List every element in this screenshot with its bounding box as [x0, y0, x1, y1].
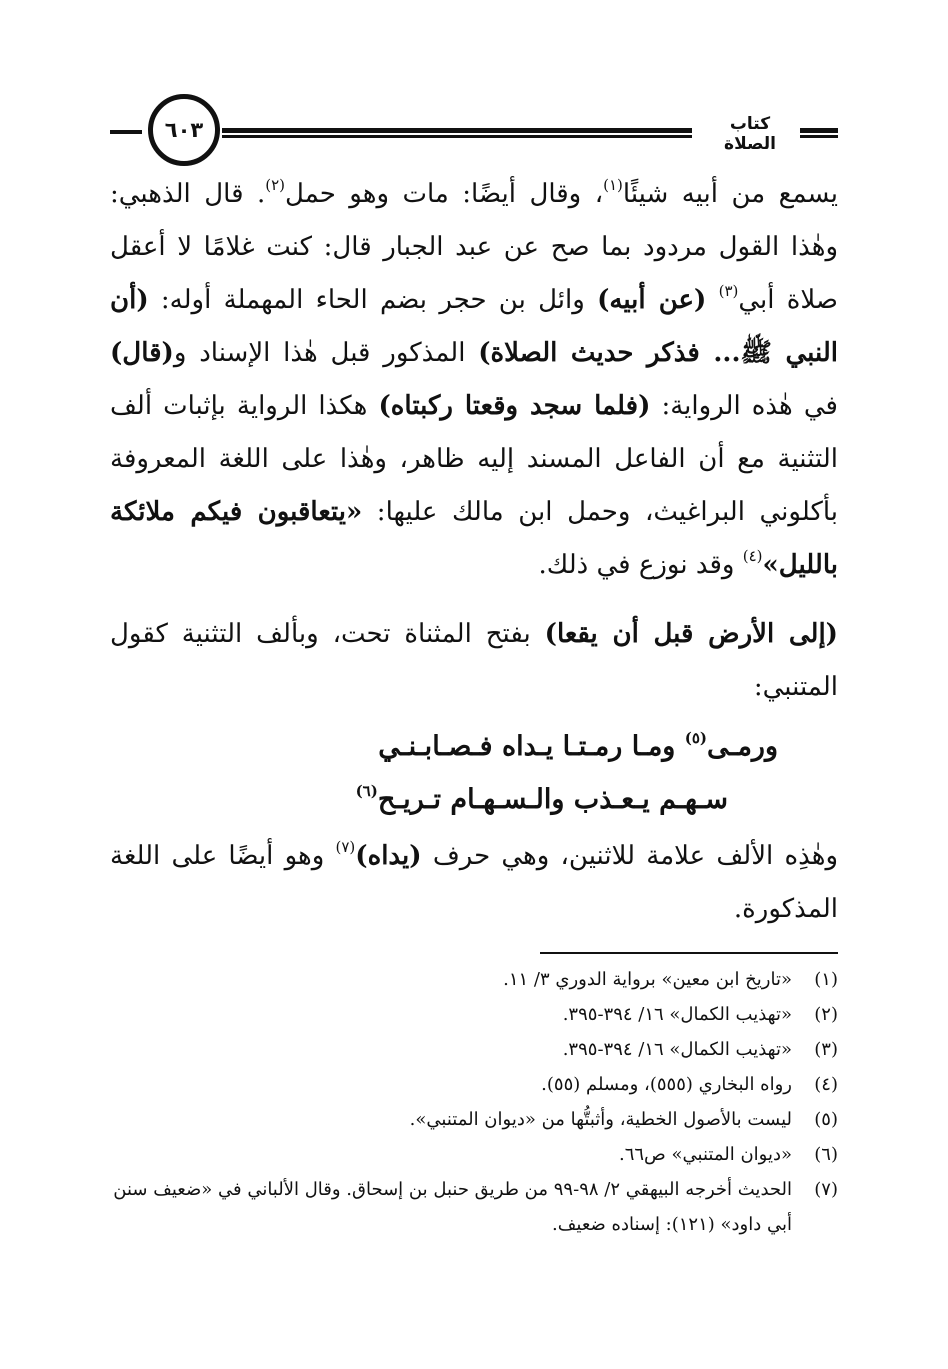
page-number-text: ٦٠٣ [164, 118, 204, 142]
footnote-text: «تهذيب الكمال» ١٦/ ٣٩٤-٣٩٥. [562, 1004, 792, 1025]
main-text [110, 168, 838, 936]
footnotes [110, 962, 838, 1242]
header-rule-left [110, 130, 142, 134]
verse-line-2 [110, 773, 838, 826]
footnote-number: (٤) [814, 1074, 838, 1095]
footnote [110, 962, 838, 997]
text-run [706, 285, 718, 315]
verse-text: سـهـم يـعـذب والـسـهـام تـريـح [377, 784, 728, 815]
footnote-marker: (٧) [335, 838, 356, 856]
footnote-text: رواه البخاري (٥٥٥)، ومسلم (٥٥). [541, 1074, 792, 1095]
text-run: وقد نوزع في ذلك. [538, 550, 743, 580]
paragraph-3 [110, 830, 838, 936]
paragraph-1 [110, 168, 838, 592]
footnote [110, 1172, 838, 1242]
footnote-text: ليست بالأصول الخطية، وأثبتُّها من «ديوان المتنبي». [409, 1109, 792, 1130]
footnote-separator [540, 952, 838, 954]
footnote [110, 1137, 838, 1172]
text-run: وهو أيضًا على اللغة المذكورة. [110, 841, 838, 924]
paragraph-2 [110, 608, 838, 714]
footnote [110, 1102, 838, 1137]
quoted-phrase: (إلى الأرض قبل أن يقعا) [544, 619, 838, 649]
footnote-number: (٧) [814, 1179, 838, 1200]
text-run: وائل بن حجر بضم الحاء المهملة أوله: [148, 285, 598, 315]
text-run: وهٰذِه الألف علامة للاثنين، وهي حرف [421, 841, 839, 871]
header-rule-middle [222, 128, 692, 138]
footnote-text: «ديوان المتنبي» ص٦٦. [618, 1144, 792, 1165]
footnote [110, 1067, 838, 1102]
footnote-number: (٢) [814, 1004, 838, 1025]
footnote [110, 997, 838, 1032]
footnote-text: «تهذيب الكمال» ١٦/ ٣٩٤-٣٩٥. [562, 1039, 792, 1060]
poem [110, 720, 838, 826]
header-rule-right [800, 128, 838, 138]
text-run: المذكور قبل هٰذا الإسناد و [173, 338, 479, 368]
quoted-hadith: «يتعاقبون فيكم ملائكة بالليل» [110, 497, 838, 580]
verse-text: ومـا رمـتـا يـداه فـصـابـنـي [378, 731, 685, 762]
footnote-number: (٥) [814, 1109, 838, 1130]
text-run: يسمع من أبيه شيئًا [622, 179, 838, 209]
footnote-text: الحديث أخرجه البيهقي ٢/ ٩٨-٩٩ من طريق حنبل بن إسحاق. وقال الألباني في «ضعيف سنن أبي داود» (١٢١): إسناده ضعيف. [113, 1179, 792, 1235]
footnote-marker: (١) [603, 176, 623, 194]
text-run: بفتح المثناة تحت، وبألف التثنية كقول المتنبي: [110, 619, 838, 702]
chapter-title: كتاب الصلاة [724, 114, 776, 154]
footnote-number: (٣) [814, 1039, 838, 1060]
text-run: ، وقال أيضًا: مات وهو حمل [285, 179, 604, 209]
text-run: هكذا الرواية بإثبات ألف التثنية مع أن الفاعل المسند إليه ظاهر، وهٰذا على اللغة المعروفة بأكلوني البراغيث، وحمل ابن مالك عليها: [110, 391, 838, 527]
footnote-text: «تاريخ ابن معين» برواية الدوري ٣/ ١١. [503, 969, 792, 990]
text-run: . قال الذهبي: وهٰذا القول مردود بما صح عن عبد الجبار قال: كنت غلامًا لا أعقل صلاة أبي [110, 179, 839, 315]
quoted-phrase: (يداه) [355, 841, 422, 871]
verse-text: ورمـى [707, 731, 778, 762]
footnote [110, 1032, 838, 1067]
quoted-phrase: (عن أبيه) [597, 285, 707, 315]
footnote-marker: (٤) [742, 547, 763, 565]
footnote-number: (١) [814, 969, 838, 990]
quoted-phrase: (قال) [110, 338, 174, 368]
page-header [110, 92, 838, 172]
footnote-marker: (٢) [265, 176, 286, 194]
quoted-phrase: (أن النبي ﷺ... فذكر حديث الصلاة) [110, 285, 838, 368]
verse-line-1 [110, 720, 838, 773]
page-number [148, 94, 220, 166]
quoted-phrase: (فلما سجد وقعتا ركبتاه) [378, 391, 651, 421]
footnote-marker: (٣) [718, 282, 739, 300]
footnote-marker: (٦) [355, 782, 378, 800]
footnote-marker: (٥) [684, 729, 708, 747]
text-run: في هٰذه الرواية: [650, 391, 838, 421]
footnote-number: (٦) [814, 1144, 838, 1165]
